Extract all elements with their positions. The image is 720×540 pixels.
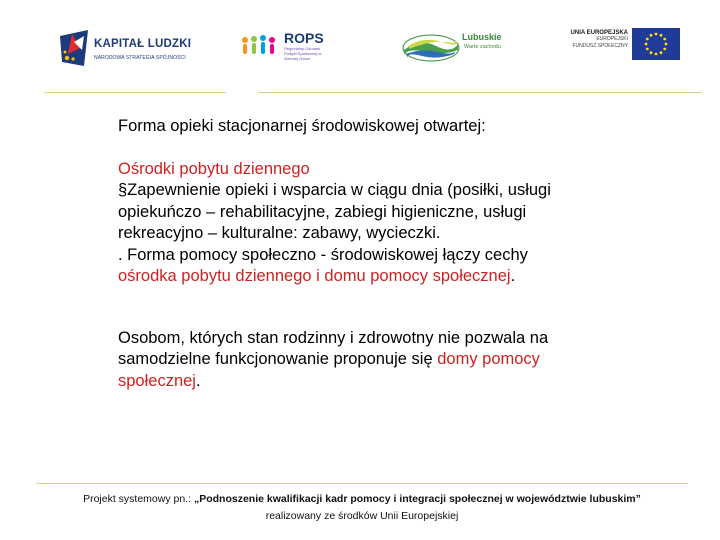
- header-divider-right: [258, 92, 702, 93]
- day-centers-end: .: [510, 267, 516, 285]
- footer-divider: [36, 483, 688, 484]
- footer-project-title: „Podnoszenie kwalifikacji kadr pomocy i integracji społecznej w województwie lubuskim”: [193, 493, 641, 505]
- rops-subtitle: Regionalny Ośrodek Polityki Społecznej w Zielonej Górze: [284, 46, 322, 61]
- eu-line2: FUNDUSZ SPOŁECZNY: [572, 42, 628, 49]
- kapital-ludzki-subtitle: NARODOWA STRATEGIA SPÓJNOŚCI: [94, 55, 186, 61]
- care-homes-end: .: [195, 371, 201, 390]
- eu-line1: EUROPEJSKI: [596, 36, 628, 42]
- footer-line1: [36, 491, 688, 508]
- kapital-ludzki-title: KAPITAŁ LUDZKI: [94, 38, 192, 50]
- lubuskie-landscape-icon: [402, 34, 460, 62]
- rops-logo: [240, 30, 330, 70]
- header-divider-left: [44, 92, 226, 93]
- day-centers-highlight: ośrodka pobytu dziennego i domu pomocy społecznej: [118, 267, 511, 285]
- lubuskie-logo: [402, 32, 512, 66]
- care-homes-text: Osobom, których stan rodzinny i zdrowotny nie pozwala na samodzielne funkcjonowanie proponuje się: [118, 328, 549, 368]
- lubuskie-subtitle: Warte zachodu: [464, 44, 501, 50]
- eu-logo: [560, 28, 680, 64]
- rops-people-icon: [240, 34, 282, 56]
- eu-flag-icon: [632, 28, 680, 60]
- day-centers-text: . Forma pomocy społeczno - środowiskowej łączy cechy: [118, 245, 528, 264]
- header-logos: [0, 0, 720, 90]
- day-centers-subheading: Ośrodki pobytu dziennego: [118, 159, 310, 178]
- main-content: [118, 116, 558, 392]
- footer-line2: realizowany ze środków Unii Europejskiej: [265, 510, 459, 522]
- care-homes-highlight: domy pomocy społecznej: [118, 350, 540, 390]
- kapital-ludzki-emblem-icon: [58, 28, 92, 68]
- eu-text-block: [560, 30, 628, 49]
- paragraph-day-centers: [118, 159, 558, 288]
- paragraph-care-homes: [118, 328, 558, 393]
- page-heading: Forma opieki stacjonarnej środowiskowej otwartej:: [118, 117, 486, 135]
- day-centers-bullet: §Zapewnienie opieki i wsparcia w ciągu dnia (posiłki, usługi opiekuńczo – rehabilitacyjne, zabiegi higieniczne, usługi rekreacyjno – kulturalne: zabawy, wycieczki.: [118, 181, 551, 242]
- footer-prefix: Projekt systemowy pn.:: [83, 493, 194, 505]
- footer: [36, 491, 688, 525]
- eu-title: UNIA EUROPEJSKA: [570, 30, 628, 36]
- rops-title: ROPS: [284, 30, 324, 46]
- kapital-ludzki-logo: [58, 28, 198, 72]
- lubuskie-title: Lubuskie: [462, 32, 502, 42]
